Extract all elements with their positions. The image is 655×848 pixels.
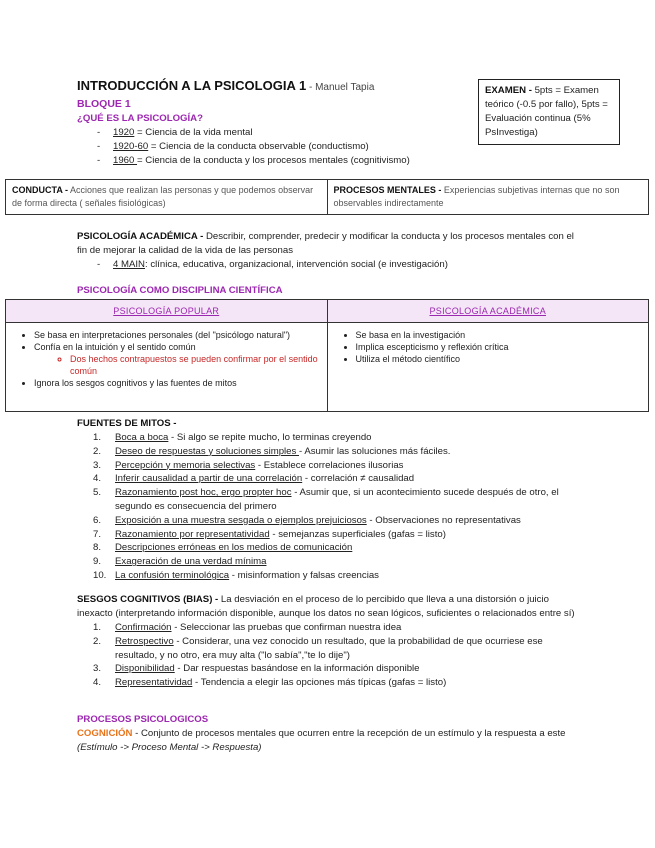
exam-text: 5pts = Examen teórico (-0.5 por fallo), 5pts = Evaluación continua (5% PsInvestiga): [485, 85, 608, 138]
list-item: 3. Percepción y memoria selectivas - Establece correlaciones ilusorias: [93, 459, 404, 471]
page-title: INTRODUCCIÓN A LA PSICOLOGIA 1: [77, 78, 307, 93]
mitos-section: [77, 417, 577, 583]
mitos-list: [77, 431, 577, 583]
author: - Manuel Tapia: [306, 82, 375, 93]
list-item: • Utiliza el método científico: [356, 353, 645, 365]
mitos-heading: FUENTES DE MITOS -: [77, 418, 177, 429]
list-item: 8. Descripciones erróneas en los medios de comunicación: [93, 542, 353, 554]
exam-label: EXAMEN -: [485, 85, 532, 96]
academica-text: Describir, comprender, predecir y modificar la conducta y los procesos mentales con el fin de mejorar la calidad de la vida de las personas: [77, 231, 574, 256]
list-item: ◦ Dos hechos contrapuestos se pueden confirmar por el sentido común: [70, 353, 323, 377]
list-item: 3. Disponibilidad - Dar respuestas basándose en la información disponible: [93, 663, 420, 675]
conducta-cell: CONDUCTA - Acciones que realizan las personas y que podemos observar de forma directa ( señales fisiológicas): [6, 180, 328, 215]
list-item: • Se basa en la investigación: [356, 329, 645, 341]
popular-cell: [6, 323, 328, 412]
list-item: 4. Inferir causalidad a partir de una correlación - correlación ≠ causalidad: [93, 473, 415, 485]
list-item: • Implica escepticismo y reflexión crítica: [356, 341, 645, 353]
procesos-heading: PROCESOS PSICOLOGICOS: [77, 714, 209, 725]
list-item: • Se basa en interpretaciones personales (del "psicólogo natural"): [34, 329, 323, 341]
list-item: 5. Razonamiento post hoc, ergo propter hoc - Asumir que, si un acontecimiento sucede después de otro, el segundo es consecuencia del primero: [93, 487, 559, 512]
disciplina-heading: PSICOLOGÍA COMO DISCIPLINA CIENTÍFICA: [77, 285, 283, 296]
list-item: 1. Boca a boca - Si algo se repite mucho, lo terminas creyendo: [93, 432, 372, 443]
list-item: - 1920 = Ciencia de la vida mental: [77, 126, 477, 140]
list-item: - 1920-60 = Ciencia de la conducta observable (conductismo): [77, 140, 477, 154]
procesos-section: [77, 713, 577, 755]
definitions-table: [5, 179, 649, 215]
procesos-cell: PROCESOS MENTALES - Experiencias subjetivas internas que no son observables indirectamente: [327, 180, 649, 215]
page-header: [77, 78, 477, 168]
list-item: 1. Confirmación - Seleccionar las pruebas que confirman nuestra idea: [93, 622, 402, 633]
exam-box: [478, 79, 620, 145]
list-item: 6. Exposición a una muestra sesgada o ejemplos prejuiciosos - Observaciones no representativas: [93, 514, 521, 526]
academic-header: PSICOLOGÍA ACADÉMICA: [327, 300, 649, 323]
cognicion-text: - Conjunto de procesos mentales que ocurren entre la recepción de un estímulo y la respuesta a este: [132, 728, 566, 739]
academica-label: PSICOLOGÍA ACADÉMICA -: [77, 231, 204, 242]
section-question: ¿QUÉ ES LA PSICOLOGÍA?: [77, 113, 203, 124]
list-item: 10. La confusión terminológica - misinformation y falsas creencias: [93, 569, 379, 581]
list-item: 7. Razonamiento por representatividad - semejanzas superficiales (gafas = listo): [93, 528, 446, 540]
sesgos-list: [77, 621, 577, 690]
cognicion-label: COGNICIÓN: [77, 728, 133, 739]
list-item: - 4 MAIN: clínica, educativa, organizacional, intervención social (e investigación): [77, 258, 577, 272]
list-item: • Ignora los sesgos cognitivos y las fuentes de mitos: [34, 377, 323, 389]
cognicion-formula: (Estímulo -> Proceso Mental -> Respuesta): [77, 742, 262, 753]
history-list: [77, 126, 477, 168]
sesgos-label: SESGOS COGNITIVOS (BIAS) -: [77, 594, 219, 605]
list-item: 2. Deseo de respuestas y soluciones simples - Asumir las soluciones más fáciles.: [93, 445, 451, 457]
academic-cell: [327, 323, 649, 412]
block-label: BLOQUE 1: [77, 98, 131, 110]
popular-header: PSICOLOGÍA POPULAR: [6, 300, 328, 323]
sesgos-section: [77, 593, 577, 690]
list-item: 9. Exageración de una verdad mínima: [93, 556, 267, 568]
list-item: 2. Retrospectivo - Considerar, una vez conocido un resultado, que la probabilidad de que ocurriese ese resultado, y no otro, era muy alta ("lo sabía","te lo dije"): [93, 635, 543, 661]
sesgos-text: La desviación en el proceso de lo percibido que lleva a una distorsión o juicio inexacto (interpretando información disponible, aunque los datos no sean lógicos, suficientes o relacionados entre sí): [77, 594, 575, 619]
academica-section: [77, 230, 577, 272]
list-item: 4. Representatividad - Tendencia a elegir las opciones más típicas (gafas = listo): [93, 677, 447, 689]
list-item: - 1960 = Ciencia de la conducta y los procesos mentales (cognitivismo): [77, 154, 477, 168]
list-item: • Confía en la intuición y el sentido común ◦ Dos hechos contrapuestos se pueden confirmar por el sentido común: [34, 341, 323, 377]
comparison-table: [5, 299, 649, 412]
